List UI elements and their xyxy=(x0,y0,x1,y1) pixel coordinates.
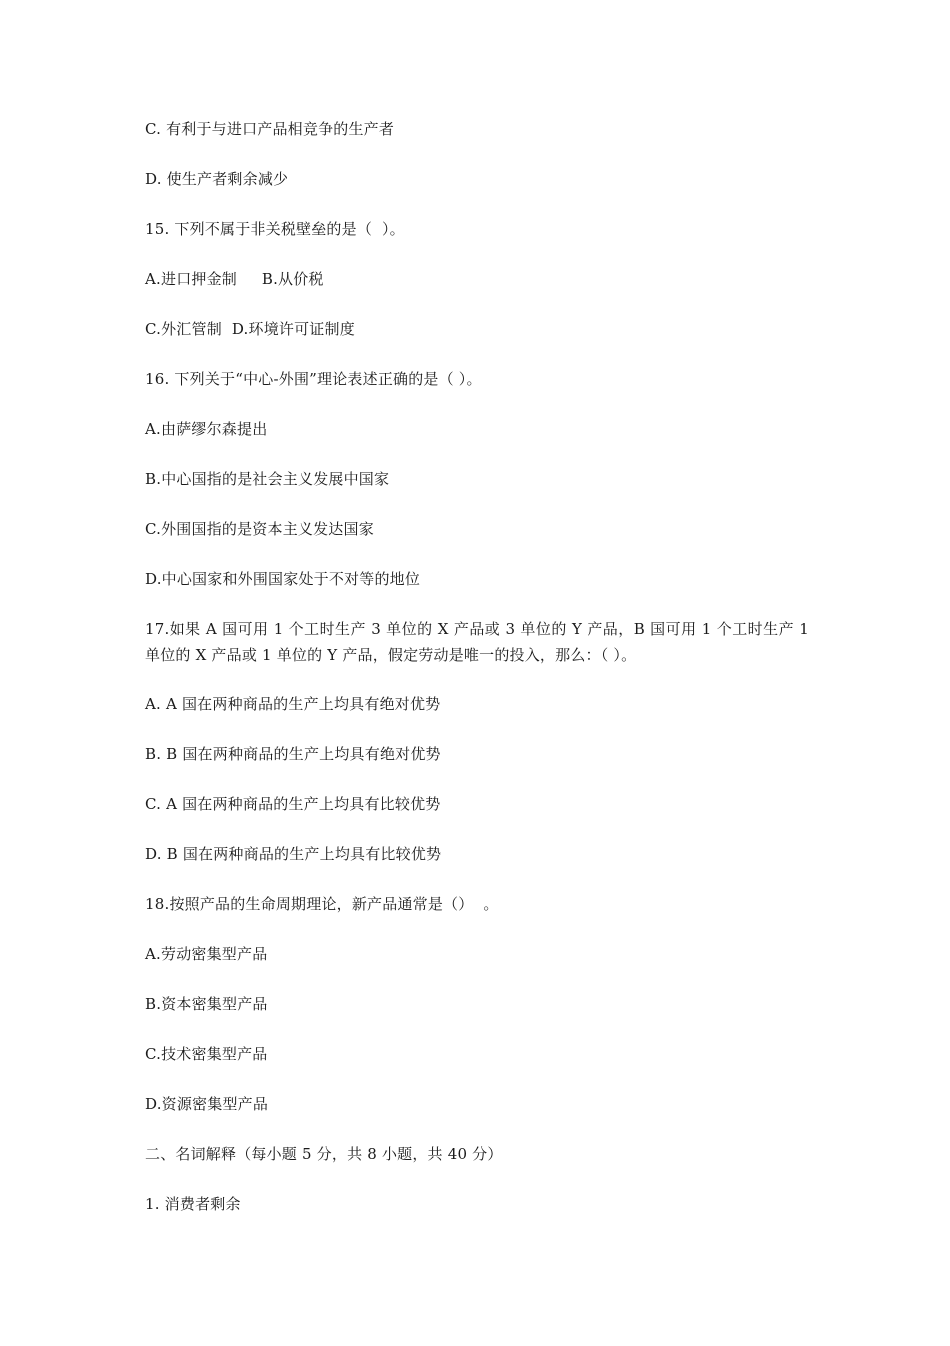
question-17: 17.如果 A 国可用 1 个工时生产 3 单位的 X 产品或 3 单位的 Y 产品，B 国可用 1 个工时生产 1 单位的 X 产品或 1 单位的 Y 产品，假定劳动是唯一的投入，那么：（ ）。 xyxy=(145,620,814,664)
option-18a: A.劳动密集型产品 xyxy=(145,945,268,963)
section-heading-terms: 二、名词解释（每小题 5 分，共 8 小题，共 40 分） xyxy=(145,1145,503,1163)
option-17d: D. B 国在两种商品的生产上均具有比较优势 xyxy=(145,845,442,863)
option-16d: D.中心国家和外围国家处于不对等的地位 xyxy=(145,570,421,588)
question-18: 18.按照产品的生命周期理论，新产品通常是（） 。 xyxy=(145,895,499,913)
option-16c: C.外围国指的是资本主义发达国家 xyxy=(145,520,374,538)
options-15-cd: C.外汇管制 D.环境许可证制度 xyxy=(145,320,355,338)
options-15-ab: A.进口押金制 B.从价税 xyxy=(145,270,324,288)
option-16b: B.中心国指的是社会主义发展中国家 xyxy=(145,470,390,488)
option-14c: C. 有利于与进口产品相竞争的生产者 xyxy=(145,120,395,138)
option-16a: A.由萨缪尔森提出 xyxy=(145,420,268,438)
question-16: 16. 下列关于“中心-外围”理论表述正确的是（ ）。 xyxy=(145,370,482,388)
option-17b: B. B 国在两种商品的生产上均具有绝对优势 xyxy=(145,745,441,763)
option-18d: D.资源密集型产品 xyxy=(145,1095,269,1113)
option-14d: D. 使生产者剩余减少 xyxy=(145,170,289,188)
question-15: 15. 下列不属于非关税壁垒的是（ ）。 xyxy=(145,220,405,238)
option-17a: A. A 国在两种商品的生产上均具有绝对优势 xyxy=(145,695,441,713)
option-18b: B.资本密集型产品 xyxy=(145,995,268,1013)
option-18c: C.技术密集型产品 xyxy=(145,1045,268,1063)
option-17c: C. A 国在两种商品的生产上均具有比较优势 xyxy=(145,795,441,813)
term-1: 1. 消费者剩余 xyxy=(145,1195,241,1213)
